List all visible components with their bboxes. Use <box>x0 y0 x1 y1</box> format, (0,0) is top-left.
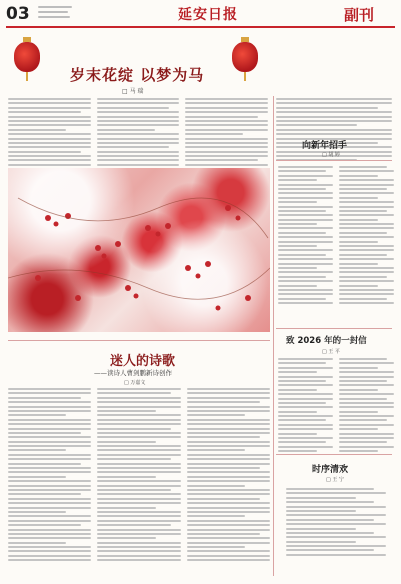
section-title: 副刊 <box>344 6 375 24</box>
article2-body <box>8 388 270 564</box>
article1-title: 岁末花绽 以梦为马 <box>70 66 205 84</box>
poem2-body <box>278 358 394 455</box>
column-divider <box>273 96 274 576</box>
masthead-logo: 延安日报 <box>178 7 238 23</box>
poem3-body <box>286 488 386 558</box>
article1-author: □ 马 瑞 <box>122 88 144 95</box>
poem3-top-rule <box>276 454 392 455</box>
article2-author: □ 万嘉文 <box>124 380 146 386</box>
page-number: 03 <box>6 4 30 24</box>
page-header <box>0 0 401 34</box>
poem2-top-rule <box>276 328 392 329</box>
article2-subtitle: ——读诗人曹剑鹏新诗创作 <box>94 369 172 377</box>
poem1-title: 向新年招手 <box>302 141 348 151</box>
poem1-body <box>278 166 394 307</box>
poem1-author: □ 胡 婷 <box>322 152 340 158</box>
article2-title: 迷人的诗歌 <box>110 354 176 369</box>
poem3-title: 时序清欢 <box>312 465 349 475</box>
lantern-icon <box>14 42 40 72</box>
poem3-author: □ 王 宁 <box>326 477 344 483</box>
poem2-title: 致 2026 年的一封信 <box>286 336 367 346</box>
lantern-icon <box>232 42 258 72</box>
poem1-rule <box>276 160 392 161</box>
article1-body <box>8 98 268 177</box>
berries-photo <box>8 168 270 332</box>
header-rule <box>6 26 395 28</box>
article2-top-rule <box>8 340 270 341</box>
poem2-author: □ 王 平 <box>322 349 340 355</box>
